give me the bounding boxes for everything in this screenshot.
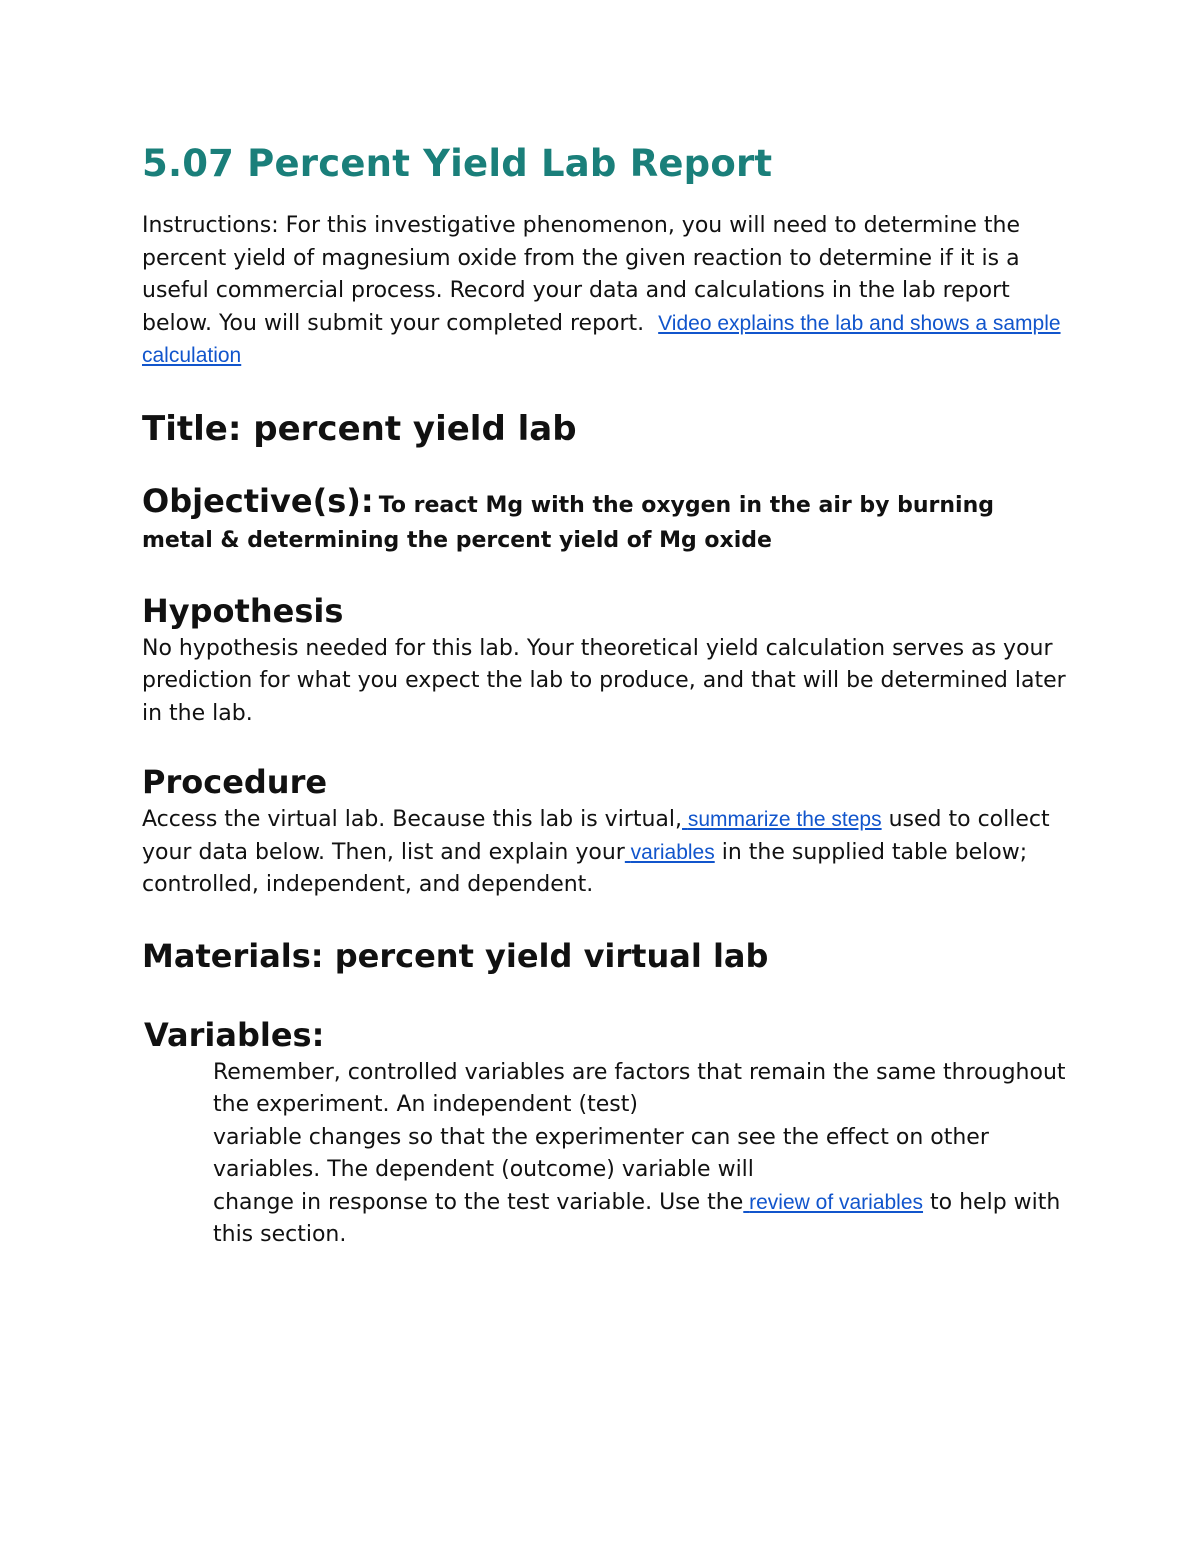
objective-label: Objective(s): [142, 481, 374, 520]
objective-text: To react Mg with the oxygen in the air by burning metal & determining the percent yield of Mg oxide [142, 492, 994, 553]
procedure-text-3: in the supplied table below; controlled, independent, and dependent. [142, 839, 1028, 897]
report-title: Title: percent yield lab [142, 408, 577, 449]
video-link[interactable]: Video explains the lab and shows a sample calculation [142, 311, 1061, 367]
variables-paragraph-2: variable changes so that the experimenter can see the effect on other variables. The dependent (outcome) variable will [213, 1124, 989, 1182]
instructions-text: Instructions: For this investigative phenomenon, you will need to determine the percent yield of magnesium oxide from the given reaction to determine if it is a useful commercial process. Record your data and calculations in the lab report below. You will submit your completed report. [142, 213, 1021, 336]
procedure-text-1: Access the virtual lab. Because this lab is virtual, [142, 807, 683, 832]
summarize-steps-link[interactable] [682, 808, 882, 831]
variables-link-label: variables [630, 840, 715, 864]
procedure-text-2: used to collect your data below. Then, list and explain your [142, 807, 1050, 865]
variables-p3-text: change in response to the test variable. Use the [213, 1189, 744, 1215]
hypothesis-text: No hypothesis needed for this lab. Your theoretical yield calculation serves as your prediction for what you expect the lab to produce, and that will be determined later in the lab. [142, 635, 1066, 726]
instructions-paragraph [142, 210, 1072, 373]
document-title: 5.07 Percent Yield Lab Report [142, 142, 773, 185]
procedure-paragraph [142, 804, 1072, 902]
variables-paragraph-3 [213, 1187, 1073, 1252]
variables-p3-text-2: to help with this section. [213, 1189, 1061, 1247]
document-content [142, 138, 1072, 1252]
summarize-steps-link-label: summarize the steps [687, 808, 882, 831]
materials-heading: Materials: percent yield virtual lab [142, 936, 769, 975]
hypothesis-heading: Hypothesis [142, 591, 344, 630]
procedure-heading: Procedure [142, 763, 328, 801]
variables-heading: Variables: [144, 1015, 325, 1054]
variables-block [213, 1057, 1073, 1252]
review-of-variables-link[interactable] [743, 1191, 923, 1214]
review-of-variables-link-label: review of variables [749, 1190, 924, 1214]
variables-link[interactable] [625, 841, 715, 864]
objective-section [142, 481, 1072, 559]
variables-paragraph-1: Remember, controlled variables are factors that remain the same throughout the experiment. An independent (test) [213, 1059, 1066, 1117]
